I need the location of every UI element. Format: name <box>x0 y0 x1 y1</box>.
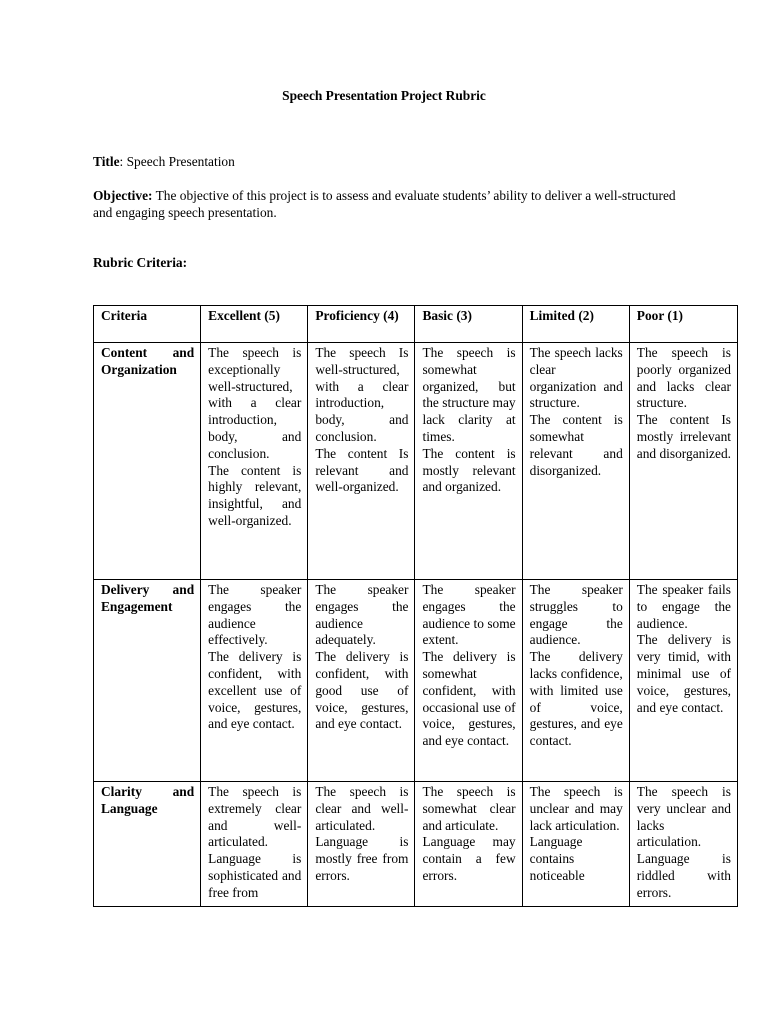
cell-text: The speaker struggles to engage the audience. <box>529 582 623 648</box>
cell-text: The speaker engages the audience to some extent. <box>422 582 516 648</box>
cell-text: The speech is unclear and may lack articulation. <box>529 784 623 833</box>
rubric-cell <box>308 580 415 782</box>
criteria-cell: Clarity and Language <box>94 782 201 907</box>
header-basic: Basic (3) <box>415 306 522 343</box>
cell-text: Language contains noticeable <box>529 834 585 883</box>
cell-text: The speech is extremely clear and well-articulated. <box>208 784 302 850</box>
rubric-cell <box>522 343 629 580</box>
cell-text: The delivery is confident, with good use of voice, gestures, and eye contact. <box>315 649 409 732</box>
cell-text: The speech Is well-structured, with a clear introduction, body, and conclusion. <box>315 345 409 444</box>
cell-text: The speech is clear and well-articulated. <box>315 784 409 833</box>
header-poor: Poor (1) <box>629 306 737 343</box>
rubric-cell <box>308 343 415 580</box>
objective-label: Objective: <box>93 188 153 203</box>
table-row <box>94 580 738 782</box>
rubric-table <box>93 305 738 907</box>
cell-text: The delivery is very timid, with minimal use of voice, gestures, and eye contact. <box>636 632 731 715</box>
rubric-cell <box>308 782 415 907</box>
cell-text: The speech is poorly organized and lacks clear structure. <box>636 345 731 411</box>
rubric-cell <box>522 580 629 782</box>
cell-text: The content Is relevant and well-organized. <box>315 445 409 495</box>
cell-text: The delivery is somewhat confident, with occasional use of voice, gestures, and eye contact. <box>422 649 516 749</box>
title-label: Title <box>93 154 120 169</box>
header-criteria: Criteria <box>94 306 201 343</box>
cell-text: The content is mostly relevant and organized. <box>422 445 516 495</box>
rubric-cell <box>201 580 308 782</box>
cell-text: The content is somewhat relevant and disorganized. <box>529 412 623 478</box>
objective-text: The objective of this project is to assess and evaluate students’ ability to deliver a well-structured and engaging speech presentation. <box>93 188 676 220</box>
cell-text: Language is sophisticated and free from <box>208 851 302 900</box>
cell-text: The speech is exceptionally well-structured, with a clear introduction, body, and conclusion. <box>208 345 302 461</box>
document-title: Speech Presentation Project Rubric <box>282 88 486 103</box>
title-value: : Speech Presentation <box>119 154 235 169</box>
cell-text: The delivery lacks confidence, with limited use of voice, gestures, and eye contact. <box>529 649 623 749</box>
cell-text: The speech lacks clear organization and structure. <box>529 345 623 411</box>
rubric-cell <box>415 580 522 782</box>
cell-text: The delivery is confident, with excellent use of voice, gestures, and eye contact. <box>208 649 302 732</box>
rubric-cell <box>629 343 737 580</box>
header-excellent: Excellent (5) <box>201 306 308 343</box>
cell-text: Language may contain a few errors. <box>422 834 516 883</box>
criteria-cell: Content and Organization <box>94 343 201 580</box>
title-line <box>93 154 693 171</box>
header-row <box>94 306 738 343</box>
cell-text: The content Is mostly irrelevant and disorganized. <box>636 412 731 461</box>
cell-text: The speech is very unclear and lacks articulation. <box>636 784 731 850</box>
rubric-cell <box>415 343 522 580</box>
cell-text: The speaker engages the audience effectively. <box>208 582 302 648</box>
objective-paragraph <box>93 188 693 222</box>
cell-text: The speaker engages the audience adequately. <box>315 582 409 648</box>
rubric-cell <box>629 580 737 782</box>
cell-text: The speaker fails to engage the audience. <box>636 582 731 631</box>
rubric-cell <box>522 782 629 907</box>
cell-text: The speech is somewhat clear and articulate. <box>422 784 516 833</box>
table-row <box>94 782 738 907</box>
table-row <box>94 343 738 580</box>
header-proficiency: Proficiency (4) <box>308 306 415 343</box>
header-limited: Limited (2) <box>522 306 629 343</box>
cell-text: The speech is somewhat organized, but the structure may lack clarity at times. <box>422 345 516 444</box>
rubric-cell <box>201 782 308 907</box>
cell-text: Language is riddled with errors. <box>636 851 731 900</box>
criteria-cell: Delivery and Engagement <box>94 580 201 782</box>
cell-text: Language is mostly free from errors. <box>315 834 409 883</box>
cell-text: The content is highly relevant, insightful, and well-organized. <box>208 462 302 528</box>
rubric-criteria-heading: Rubric Criteria: <box>93 255 188 270</box>
rubric-cell <box>415 782 522 907</box>
rubric-cell <box>629 782 737 907</box>
rubric-cell <box>201 343 308 580</box>
